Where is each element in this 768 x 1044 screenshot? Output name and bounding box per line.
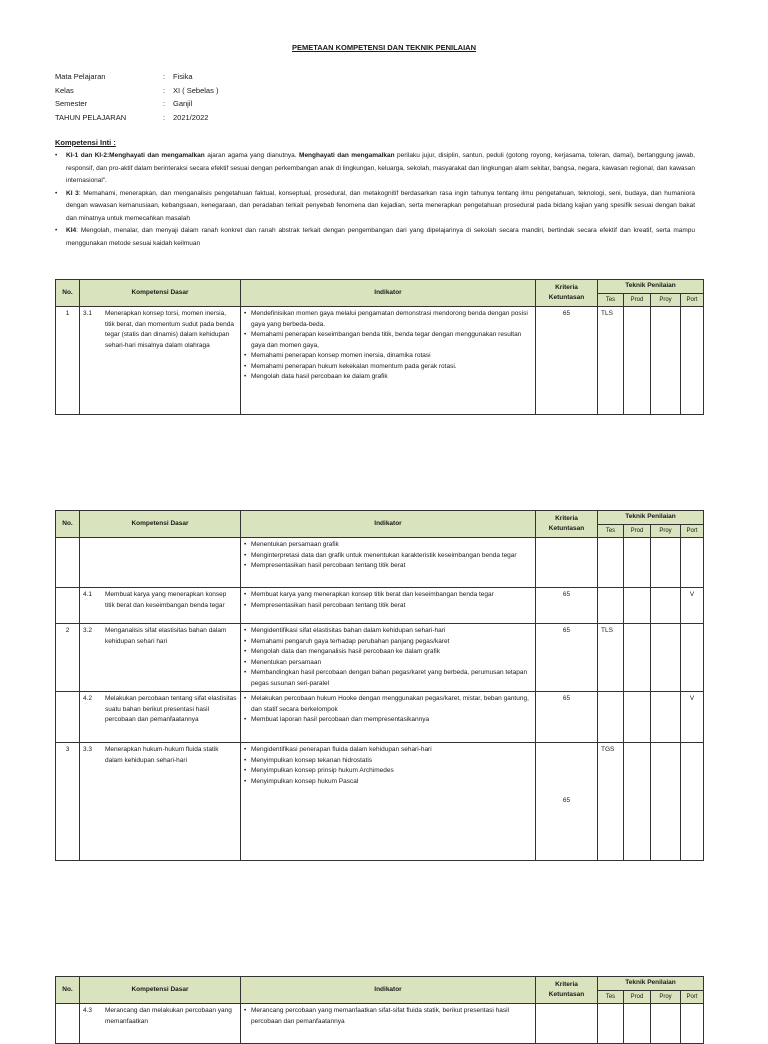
- header-kriteria: Kriteria Ketuntasan: [536, 511, 598, 538]
- kriteria-cell: 65: [536, 743, 598, 861]
- prod-cell: [624, 588, 651, 624]
- table-row: [56, 743, 704, 861]
- row-number: [56, 538, 80, 588]
- info-value: 2021/2022: [173, 112, 209, 122]
- document-title: PEMETAAN KOMPETENSI DAN TEKNIK PENILAIAN: [291, 43, 477, 52]
- indikator-item: • Melakukan percobaan hukum Hooke dengan menggunakan pegas/karet, mistar, beban gantung, dan statif secara berkelompok: [244, 694, 532, 715]
- indikator-item: • Membandingkan hasil percobaan dengan bahan pegas/karet yang berbeda, perumusan tetapan pegas susunan seri-paralel: [244, 668, 532, 689]
- kd-text: Menerapkan hukum-hukum fluida statik dalam kehidupan sehari-hari: [105, 746, 219, 764]
- indikator-item: • Menentukan persamaan: [244, 658, 532, 669]
- tes-cell: TGS: [598, 743, 624, 861]
- tes-cell: TLS: [598, 624, 624, 692]
- ki-item: • KI-1 dan KI-2:Menghayati dan mengamalkan ajaran agama yang dianutnya. Menghayati dan mengamalkan perilaku jujur, disiplin, santun, peduli (gotong royong, kerjasama, toleran, damai), bertanggung jawab, responsif, dan pro-aktif dalam berinteraksi secara efektif sesuai dengan perkembangan anak di lingkungan, keluarga, sekolah, masyarakat dan lingkungan alam sekitar, bangsa, negara, kawasan regional, dan kawasan internasional".: [55, 150, 695, 188]
- header-indikator: Indikator: [241, 280, 536, 307]
- competency-table-3: [55, 976, 704, 1044]
- port-cell: [681, 538, 704, 588]
- header-tes: Tes: [598, 990, 624, 1004]
- header-port: Port: [681, 524, 704, 538]
- subject-info: [55, 70, 218, 124]
- kriteria-cell: 65: [536, 624, 598, 692]
- kd-number: 4.1: [83, 591, 93, 598]
- header-proy: Proy: [651, 524, 681, 538]
- kriteria-cell: 65: [536, 692, 598, 743]
- indikator-item: • Membuat karya yang menerapkan konsep titik berat dan keseimbangan benda tegar: [244, 590, 532, 601]
- kompetensi-dasar-cell: [80, 588, 241, 624]
- info-label: Mata Pelajaran: [55, 72, 106, 81]
- indikator-item: • Memahami penerapan hukum kekekalan momentum pada gerak rotasi.: [244, 362, 532, 373]
- header-tes: Tes: [598, 524, 624, 538]
- indikator-item: • Memahami penerapan keseimbangan benda titik, benda tegar dengan menggunakan resultan gaya dan momen gaya,: [244, 330, 532, 351]
- row-number: 1: [56, 307, 80, 415]
- header-tes: Tes: [598, 293, 624, 307]
- indikator-item: • Menyimpulkan konsep prinsip hukum Archimedes: [244, 766, 532, 777]
- indikator-cell: [241, 588, 536, 624]
- info-value: Ganjil: [173, 99, 193, 108]
- indikator-item: • Memahami pengaruh gaya terhadap perubahan panjang pegas/karet: [244, 637, 532, 648]
- kompetensi-dasar-cell: [80, 307, 241, 415]
- table-row: [56, 307, 704, 415]
- tes-cell: [598, 538, 624, 588]
- indikator-cell: [241, 692, 536, 743]
- indikator-item: • Mendefinisikan momen gaya melalui pengamatan demonstrasi mendorong benda dengan posisi gaya yang berbeda-beda.: [244, 309, 532, 330]
- port-cell: [681, 743, 704, 861]
- indikator-item: • Menentukan persamaan grafik: [244, 540, 532, 551]
- header-prod: Prod: [624, 524, 651, 538]
- header-teknik-penilaian: Teknik Penilaian: [598, 977, 704, 991]
- indikator-item: • Mengolah data dan menganalisis hasil percobaan ke dalam grafik: [244, 647, 532, 658]
- prod-cell: [624, 538, 651, 588]
- tes-cell: [598, 588, 624, 624]
- port-cell: [681, 624, 704, 692]
- competency-table-2: [55, 510, 704, 861]
- port-cell: V: [681, 588, 704, 624]
- header-no: No.: [56, 280, 80, 307]
- proy-cell: [651, 624, 681, 692]
- kd-number: 4.3: [83, 1007, 93, 1014]
- table-row: [56, 538, 704, 588]
- header-indikator: Indikator: [241, 511, 536, 538]
- table-row: [56, 692, 704, 743]
- indikator-item: • Mempresentasikan hasil percobaan tentang titik berat: [244, 601, 532, 612]
- prod-cell: [624, 624, 651, 692]
- header-indikator: Indikator: [241, 977, 536, 1004]
- kd-text: Merancang dan melakukan percobaan yang memanfaatkan: [105, 1007, 232, 1025]
- info-row: Semester : Ganjil: [55, 97, 218, 111]
- kd-text: Menerapkan konsep torsi, momen inersia, titik berat, dan momentum sudut pada benda tegar (statis dan dinamis) dalam kehidupan sehari-hari misalnya dalam olahraga: [105, 310, 234, 349]
- indikator-item: • Merancang percobaan yang memanfaatkan sifat-sifat fluida statik, berikut presentasi hasil percobaan dan pemanfaatannya: [244, 1006, 532, 1027]
- info-row: Kelas : XI ( Sebelas ): [55, 84, 218, 98]
- proy-cell: [651, 307, 681, 415]
- header-kompetensi-dasar: Kompetensi Dasar: [80, 280, 241, 307]
- indikator-cell: [241, 743, 536, 861]
- row-number: [56, 692, 80, 743]
- info-label: Semester: [55, 99, 88, 108]
- tes-cell: TLS: [598, 307, 624, 415]
- competency-table-1: [55, 279, 704, 415]
- kompetensi-dasar-cell: [80, 624, 241, 692]
- kd-number: 3.3: [83, 746, 93, 753]
- header-row: [56, 977, 704, 991]
- indikator-item: • Memahami penerapan konsep momen inersia, dinamika rotasi: [244, 351, 532, 362]
- header-no: No.: [56, 511, 80, 538]
- header-kriteria: Kriteria Ketuntasan: [536, 280, 598, 307]
- kd-text: Melakukan percobaan tentang sifat elastisitas suatu bahan berikut presentasi hasil percobaan dan pemanfaatannya: [105, 695, 237, 723]
- port-cell: V: [681, 692, 704, 743]
- header-teknik-penilaian: Teknik Penilaian: [598, 511, 704, 525]
- ki-item: • KI4: Mengolah, menalar, dan menyaji dalam ranah konkret dan ranah abstrak terkait dengan pengembangan dari yang dipelajarinya di sekolah secara mandiri, bertindak secara efektif dan kreatif, serta mampu menggunakan metode sesuai kaidah keilmuan: [55, 225, 695, 250]
- indikator-item: • Mengidentifikasi sifat elastisitas bahan dalam kehidupan sehari-hari: [244, 626, 532, 637]
- info-row: Mata Pelajaran : Fisika: [55, 70, 218, 84]
- header-prod: Prod: [624, 990, 651, 1004]
- kompetensi-dasar-cell: [80, 692, 241, 743]
- header-row: [56, 280, 704, 294]
- info-row: TAHUN PELAJARAN : 2021/2022: [55, 111, 218, 125]
- indikator-item: • Mempresentasikan hasil percobaan tentang titik berat: [244, 561, 532, 572]
- prod-cell: [624, 743, 651, 861]
- proy-cell: [651, 692, 681, 743]
- info-value: XI ( Sebelas ): [173, 85, 219, 95]
- info-label: TAHUN PELAJARAN: [55, 112, 127, 122]
- proy-cell: [651, 743, 681, 861]
- header-no: No.: [56, 977, 80, 1004]
- kompetensi-dasar-cell: [80, 538, 241, 588]
- kompetensi-dasar-cell: [80, 743, 241, 861]
- indikator-item: • Menginterpretasi data dan grafik untuk menentukan karakteristik keseimbangan benda tegar: [244, 551, 532, 562]
- kd-text: Membuat karya yang menerapkan konsep titik berat dan keseimbangan benda tegar: [105, 591, 227, 609]
- header-proy: Proy: [651, 990, 681, 1004]
- header-port: Port: [681, 293, 704, 307]
- header-prod: Prod: [624, 293, 651, 307]
- header-kompetensi-dasar: Kompetensi Dasar: [80, 511, 241, 538]
- row-number: 2: [56, 624, 80, 692]
- indikator-item: • Mengidentifikasi penerapan fluida dalam kehidupan sehari-hari: [244, 745, 532, 756]
- kd-number: 4.2: [83, 695, 93, 702]
- proy-cell: [651, 538, 681, 588]
- kd-number: 3.1: [83, 310, 93, 317]
- header-row: [56, 511, 704, 525]
- indikator-cell: [241, 307, 536, 415]
- indikator-item: • Menyimpulkan konsep hukum Pascal: [244, 777, 532, 788]
- prod-cell: [624, 307, 651, 415]
- kd-number: 3.2: [83, 627, 93, 634]
- indikator-item: • Mengolah data hasil percobaan ke dalam grafik: [244, 372, 532, 383]
- info-label: Kelas: [55, 85, 74, 95]
- table-row: [56, 624, 704, 692]
- table-row: [56, 588, 704, 624]
- header-kompetensi-dasar: Kompetensi Dasar: [80, 977, 241, 1004]
- kd-text: Menganalisis sifat elastisitas bahan dalam kehidupan sehari hari: [105, 627, 227, 645]
- header-port: Port: [681, 990, 704, 1004]
- header-kriteria: Kriteria Ketuntasan: [536, 977, 598, 1004]
- kriteria-cell: 65: [536, 307, 598, 415]
- kriteria-cell: [536, 538, 598, 588]
- port-cell: [681, 307, 704, 415]
- indikator-cell: [241, 538, 536, 588]
- header-proy: Proy: [651, 293, 681, 307]
- info-value: Fisika: [173, 72, 193, 81]
- indikator-item: • Menyimpulkan konsep tekanan hidrostatis: [244, 756, 532, 767]
- kompetensi-inti-list: [55, 150, 695, 250]
- tes-cell: [598, 692, 624, 743]
- indikator-item: • Membuat laporan hasil percobaan dan mempresentasikannya: [244, 715, 532, 726]
- row-number: [56, 588, 80, 624]
- proy-cell: [651, 588, 681, 624]
- row-number: 3: [56, 743, 80, 861]
- kriteria-cell: 65: [536, 588, 598, 624]
- prod-cell: [624, 692, 651, 743]
- indikator-cell: [241, 624, 536, 692]
- header-teknik-penilaian: Teknik Penilaian: [598, 280, 704, 294]
- ki-item: • KI 3: Memahami, menerapkan, dan menganalisis pengetahuan faktual, konseptual, prosedural, dan metakognitif berdasarkan rasa ingin tahunya tentang ilmu pengetahuan, teknologi, seni, budaya, dan humaniora dengan wawasan kemanusiaan, kebangsaan, kenegaraan, dan peradaban terkait penyebab fenomena dan kejadian, serta menerapkan pengetahuan prosedural pada bidang kajian yang spesifik sesuai dengan bakat dan minatnya untuk memecahkan masalah: [55, 188, 695, 226]
- kompetensi-inti-heading: Kompetensi Inti :: [55, 138, 116, 147]
